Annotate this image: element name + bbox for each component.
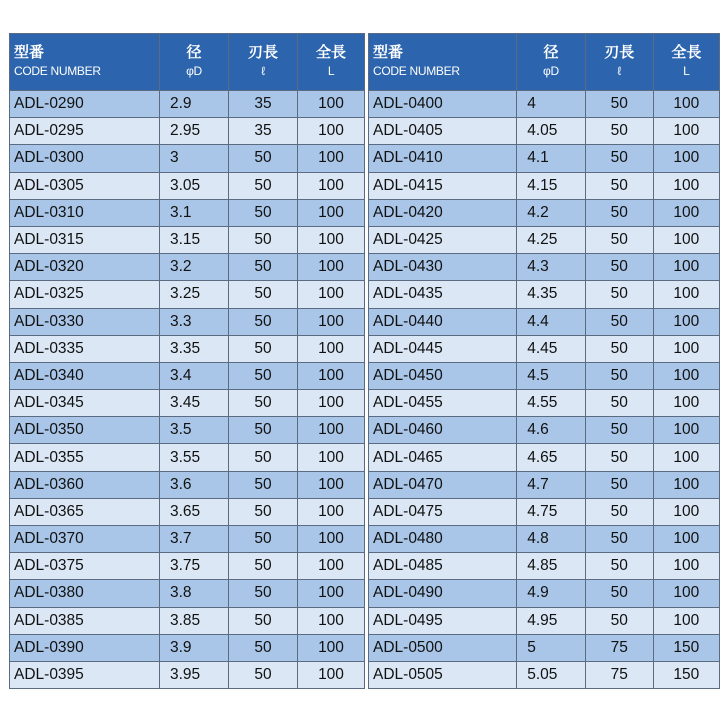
table-row xyxy=(369,118,720,145)
overall-length-cell: 100 xyxy=(298,580,365,607)
code-number-cell: ADL-0355 xyxy=(10,444,160,471)
header-overall-length-symbol: L xyxy=(327,64,335,78)
code-number-cell: ADL-0325 xyxy=(10,281,160,308)
code-number-cell: ADL-0480 xyxy=(369,526,517,553)
diameter-cell: 4 xyxy=(517,91,585,118)
code-number-cell: ADL-0395 xyxy=(10,661,160,688)
overall-length-cell: 100 xyxy=(298,118,365,145)
code-number-cell: ADL-0305 xyxy=(10,172,160,199)
flute-length-cell: 50 xyxy=(229,526,298,553)
table-row xyxy=(369,471,720,498)
code-number-cell: ADL-0365 xyxy=(10,498,160,525)
overall-length-cell: 100 xyxy=(653,607,719,634)
table-row xyxy=(369,254,720,281)
header-flute-length-symbol: ℓ xyxy=(261,64,265,78)
code-number-cell: ADL-0335 xyxy=(10,335,160,362)
header-overall-length-ja: 全長 xyxy=(671,44,702,61)
diameter-cell: 4.25 xyxy=(517,226,585,253)
diameter-cell: 3.65 xyxy=(160,498,229,525)
code-number-cell: ADL-0505 xyxy=(369,661,517,688)
flute-length-cell: 50 xyxy=(585,226,653,253)
overall-length-cell: 100 xyxy=(653,417,719,444)
header-diameter xyxy=(517,34,585,91)
flute-length-cell: 50 xyxy=(229,661,298,688)
table-row xyxy=(369,335,720,362)
table-row xyxy=(369,390,720,417)
header-overall-length xyxy=(298,34,365,91)
diameter-cell: 4.95 xyxy=(517,607,585,634)
code-number-cell: ADL-0430 xyxy=(369,254,517,281)
diameter-cell: 3.25 xyxy=(160,281,229,308)
code-number-cell: ADL-0445 xyxy=(369,335,517,362)
diameter-cell: 3.1 xyxy=(160,199,229,226)
code-number-cell: ADL-0350 xyxy=(10,417,160,444)
diameter-cell: 4.55 xyxy=(517,390,585,417)
diameter-cell: 5 xyxy=(517,634,585,661)
header-code-ja: 型番 xyxy=(14,44,45,61)
header-code-ja: 型番 xyxy=(373,44,404,61)
header-flute-length-ja: 刃長 xyxy=(247,44,278,61)
code-number-cell: ADL-0415 xyxy=(369,172,517,199)
overall-length-cell: 100 xyxy=(298,145,365,172)
overall-length-cell: 100 xyxy=(653,444,719,471)
code-number-cell: ADL-0500 xyxy=(369,634,517,661)
diameter-cell: 3.6 xyxy=(160,471,229,498)
table-row xyxy=(10,607,365,634)
overall-length-cell: 100 xyxy=(298,91,365,118)
overall-length-cell: 100 xyxy=(298,444,365,471)
header-flute-length-symbol: ℓ xyxy=(617,64,621,78)
overall-length-cell: 100 xyxy=(653,580,719,607)
flute-length-cell: 50 xyxy=(585,498,653,525)
table-header-row xyxy=(10,34,365,91)
overall-length-cell: 100 xyxy=(298,471,365,498)
table-row xyxy=(10,335,365,362)
header-flute-length xyxy=(229,34,298,91)
overall-length-cell: 100 xyxy=(653,390,719,417)
overall-length-cell: 100 xyxy=(653,526,719,553)
code-number-cell: ADL-0465 xyxy=(369,444,517,471)
header-diameter-symbol: φD xyxy=(543,64,559,78)
overall-length-cell: 100 xyxy=(653,498,719,525)
table-row xyxy=(10,390,365,417)
overall-length-cell: 100 xyxy=(298,362,365,389)
flute-length-cell: 50 xyxy=(585,91,653,118)
diameter-cell: 2.9 xyxy=(160,91,229,118)
flute-length-cell: 75 xyxy=(585,661,653,688)
flute-length-cell: 50 xyxy=(229,281,298,308)
flute-length-cell: 50 xyxy=(585,199,653,226)
diameter-cell: 3.4 xyxy=(160,362,229,389)
overall-length-cell: 100 xyxy=(653,308,719,335)
diameter-cell: 3.9 xyxy=(160,634,229,661)
table-row xyxy=(369,661,720,688)
flute-length-cell: 35 xyxy=(229,91,298,118)
table-row xyxy=(10,634,365,661)
overall-length-cell: 150 xyxy=(653,634,719,661)
overall-length-cell: 100 xyxy=(653,199,719,226)
flute-length-cell: 50 xyxy=(585,580,653,607)
table-row xyxy=(10,91,365,118)
code-number-cell: ADL-0420 xyxy=(369,199,517,226)
code-number-cell: ADL-0320 xyxy=(10,254,160,281)
header-code-number xyxy=(369,34,517,91)
table-row xyxy=(369,444,720,471)
overall-length-cell: 100 xyxy=(298,417,365,444)
flute-length-cell: 50 xyxy=(585,145,653,172)
code-number-cell: ADL-0410 xyxy=(369,145,517,172)
code-number-cell: ADL-0315 xyxy=(10,226,160,253)
overall-length-cell: 100 xyxy=(653,471,719,498)
code-number-cell: ADL-0360 xyxy=(10,471,160,498)
overall-length-cell: 100 xyxy=(653,335,719,362)
table-header-row xyxy=(369,34,720,91)
code-number-cell: ADL-0385 xyxy=(10,607,160,634)
header-diameter-ja: 径 xyxy=(543,44,559,61)
diameter-cell: 4.6 xyxy=(517,417,585,444)
overall-length-cell: 100 xyxy=(653,91,719,118)
overall-length-cell: 100 xyxy=(298,661,365,688)
code-number-cell: ADL-0340 xyxy=(10,362,160,389)
flute-length-cell: 50 xyxy=(229,553,298,580)
diameter-cell: 3.95 xyxy=(160,661,229,688)
diameter-cell: 4.15 xyxy=(517,172,585,199)
table-body-left xyxy=(10,91,365,689)
diameter-cell: 3.85 xyxy=(160,607,229,634)
code-number-cell: ADL-0375 xyxy=(10,553,160,580)
header-overall-length-symbol: L xyxy=(683,64,690,78)
diameter-cell: 4.2 xyxy=(517,199,585,226)
table-row xyxy=(369,417,720,444)
table-row xyxy=(10,281,365,308)
overall-length-cell: 100 xyxy=(298,172,365,199)
flute-length-cell: 50 xyxy=(229,498,298,525)
diameter-cell: 4.05 xyxy=(517,118,585,145)
code-number-cell: ADL-0455 xyxy=(369,390,517,417)
diameter-cell: 4.7 xyxy=(517,471,585,498)
diameter-cell: 3.75 xyxy=(160,553,229,580)
diameter-cell: 3.5 xyxy=(160,417,229,444)
table-row xyxy=(10,172,365,199)
code-number-cell: ADL-0400 xyxy=(369,91,517,118)
table-row xyxy=(369,281,720,308)
flute-length-cell: 50 xyxy=(585,607,653,634)
flute-length-cell: 50 xyxy=(585,308,653,335)
flute-length-cell: 50 xyxy=(585,526,653,553)
overall-length-cell: 100 xyxy=(298,526,365,553)
flute-length-cell: 50 xyxy=(229,308,298,335)
flute-length-cell: 50 xyxy=(229,335,298,362)
table-row xyxy=(369,362,720,389)
flute-length-cell: 50 xyxy=(229,444,298,471)
code-number-cell: ADL-0460 xyxy=(369,417,517,444)
table-row xyxy=(369,526,720,553)
header-diameter xyxy=(160,34,229,91)
overall-length-cell: 150 xyxy=(653,661,719,688)
flute-length-cell: 50 xyxy=(585,335,653,362)
code-number-cell: ADL-0405 xyxy=(369,118,517,145)
overall-length-cell: 100 xyxy=(298,281,365,308)
flute-length-cell: 50 xyxy=(585,553,653,580)
flute-length-cell: 50 xyxy=(585,444,653,471)
overall-length-cell: 100 xyxy=(298,498,365,525)
flute-length-cell: 50 xyxy=(229,172,298,199)
flute-length-cell: 50 xyxy=(229,199,298,226)
overall-length-cell: 100 xyxy=(298,226,365,253)
overall-length-cell: 100 xyxy=(653,362,719,389)
header-overall-length-ja: 全長 xyxy=(315,44,346,61)
diameter-cell: 4.9 xyxy=(517,580,585,607)
table-row xyxy=(10,580,365,607)
header-code-en: CODE NUMBER xyxy=(373,64,460,78)
flute-length-cell: 50 xyxy=(229,634,298,661)
diameter-cell: 4.35 xyxy=(517,281,585,308)
table-row xyxy=(10,362,365,389)
header-diameter-symbol: φD xyxy=(186,64,202,78)
diameter-cell: 3.05 xyxy=(160,172,229,199)
diameter-cell: 2.95 xyxy=(160,118,229,145)
header-flute-length-ja: 刃長 xyxy=(604,44,635,61)
diameter-cell: 3.15 xyxy=(160,226,229,253)
code-number-cell: ADL-0425 xyxy=(369,226,517,253)
overall-length-cell: 100 xyxy=(298,607,365,634)
code-number-cell: ADL-0475 xyxy=(369,498,517,525)
table-row xyxy=(369,498,720,525)
diameter-cell: 3.3 xyxy=(160,308,229,335)
flute-length-cell: 50 xyxy=(229,417,298,444)
overall-length-cell: 100 xyxy=(298,308,365,335)
table-row xyxy=(10,145,365,172)
code-number-cell: ADL-0450 xyxy=(369,362,517,389)
overall-length-cell: 100 xyxy=(298,199,365,226)
diameter-cell: 3.35 xyxy=(160,335,229,362)
spec-table-right xyxy=(368,33,720,689)
table-row xyxy=(10,308,365,335)
table-row xyxy=(10,199,365,226)
table-row xyxy=(369,553,720,580)
flute-length-cell: 50 xyxy=(585,471,653,498)
diameter-cell: 3 xyxy=(160,145,229,172)
code-number-cell: ADL-0380 xyxy=(10,580,160,607)
flute-length-cell: 75 xyxy=(585,634,653,661)
diameter-cell: 4.4 xyxy=(517,308,585,335)
flute-length-cell: 50 xyxy=(585,362,653,389)
diameter-cell: 4.65 xyxy=(517,444,585,471)
code-number-cell: ADL-0470 xyxy=(369,471,517,498)
diameter-cell: 4.75 xyxy=(517,498,585,525)
table-row xyxy=(10,118,365,145)
table-row xyxy=(10,254,365,281)
diameter-cell: 4.45 xyxy=(517,335,585,362)
table-row xyxy=(369,580,720,607)
code-number-cell: ADL-0330 xyxy=(10,308,160,335)
table-row xyxy=(369,199,720,226)
code-number-cell: ADL-0290 xyxy=(10,91,160,118)
table-row xyxy=(10,526,365,553)
overall-length-cell: 100 xyxy=(298,335,365,362)
diameter-cell: 4.1 xyxy=(517,145,585,172)
table-row xyxy=(369,607,720,634)
table-row xyxy=(10,553,365,580)
flute-length-cell: 50 xyxy=(229,226,298,253)
flute-length-cell: 50 xyxy=(229,607,298,634)
table-row xyxy=(10,417,365,444)
header-code-number xyxy=(10,34,160,91)
diameter-cell: 4.5 xyxy=(517,362,585,389)
flute-length-cell: 50 xyxy=(585,118,653,145)
table-row xyxy=(10,226,365,253)
table-row xyxy=(369,91,720,118)
table-row xyxy=(369,226,720,253)
overall-length-cell: 100 xyxy=(653,145,719,172)
flute-length-cell: 50 xyxy=(585,254,653,281)
overall-length-cell: 100 xyxy=(298,553,365,580)
flute-length-cell: 50 xyxy=(229,390,298,417)
diameter-cell: 4.85 xyxy=(517,553,585,580)
header-code-en: CODE NUMBER xyxy=(14,64,101,78)
table-row xyxy=(369,634,720,661)
flute-length-cell: 50 xyxy=(229,580,298,607)
flute-length-cell: 50 xyxy=(229,362,298,389)
diameter-cell: 3.2 xyxy=(160,254,229,281)
overall-length-cell: 100 xyxy=(653,254,719,281)
diameter-cell: 3.45 xyxy=(160,390,229,417)
flute-length-cell: 50 xyxy=(585,417,653,444)
overall-length-cell: 100 xyxy=(298,390,365,417)
diameter-cell: 4.3 xyxy=(517,254,585,281)
overall-length-cell: 100 xyxy=(653,226,719,253)
flute-length-cell: 50 xyxy=(229,145,298,172)
code-number-cell: ADL-0310 xyxy=(10,199,160,226)
flute-length-cell: 50 xyxy=(585,390,653,417)
table-row xyxy=(369,145,720,172)
diameter-cell: 3.8 xyxy=(160,580,229,607)
header-diameter-ja: 径 xyxy=(186,44,202,61)
header-flute-length xyxy=(585,34,653,91)
flute-length-cell: 50 xyxy=(229,471,298,498)
code-number-cell: ADL-0345 xyxy=(10,390,160,417)
overall-length-cell: 100 xyxy=(653,172,719,199)
code-number-cell: ADL-0435 xyxy=(369,281,517,308)
code-number-cell: ADL-0370 xyxy=(10,526,160,553)
overall-length-cell: 100 xyxy=(653,118,719,145)
spec-table-left xyxy=(9,33,365,689)
table-row xyxy=(10,498,365,525)
diameter-cell: 3.55 xyxy=(160,444,229,471)
flute-length-cell: 50 xyxy=(585,172,653,199)
code-number-cell: ADL-0300 xyxy=(10,145,160,172)
flute-length-cell: 50 xyxy=(229,254,298,281)
flute-length-cell: 50 xyxy=(585,281,653,308)
code-number-cell: ADL-0490 xyxy=(369,580,517,607)
table-row xyxy=(10,471,365,498)
table-row xyxy=(10,661,365,688)
diameter-cell: 3.7 xyxy=(160,526,229,553)
overall-length-cell: 100 xyxy=(298,254,365,281)
header-overall-length xyxy=(653,34,719,91)
table-row xyxy=(10,444,365,471)
table-row xyxy=(369,308,720,335)
overall-length-cell: 100 xyxy=(653,281,719,308)
code-number-cell: ADL-0440 xyxy=(369,308,517,335)
overall-length-cell: 100 xyxy=(653,553,719,580)
code-number-cell: ADL-0495 xyxy=(369,607,517,634)
table-row xyxy=(369,172,720,199)
code-number-cell: ADL-0485 xyxy=(369,553,517,580)
code-number-cell: ADL-0295 xyxy=(10,118,160,145)
diameter-cell: 4.8 xyxy=(517,526,585,553)
flute-length-cell: 35 xyxy=(229,118,298,145)
diameter-cell: 5.05 xyxy=(517,661,585,688)
code-number-cell: ADL-0390 xyxy=(10,634,160,661)
table-body-right xyxy=(369,91,720,689)
overall-length-cell: 100 xyxy=(298,634,365,661)
